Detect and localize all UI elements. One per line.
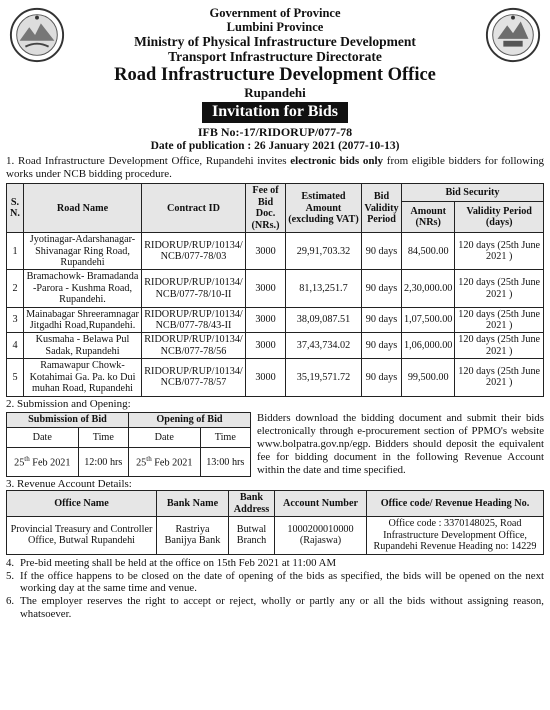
submission-of-bid-header: Submission of Bid xyxy=(7,412,129,428)
directorate-name: Transport Infrastructure Directorate xyxy=(168,49,382,65)
download-notice: Bidders download the bidding document and submit their bids electronically through e-procurement section of PPMO's website www.bolpatra.gov.np/egp. Bidders should deposit the equivalent fee for bidding document in the following Revenue Account within the date and time specified. xyxy=(257,411,544,477)
cell-sn: 4 xyxy=(7,333,24,359)
invitation-banner: Invitation for Bids xyxy=(202,102,348,123)
cell-sec-validity: 120 days (25th June 2021 ) xyxy=(455,333,544,359)
submission-heading: 2. Submission and Opening: xyxy=(6,397,131,410)
list-item xyxy=(6,570,544,596)
cell-contract: RIDORUP/RUP/10134/ NCB/077-78/57 xyxy=(142,359,246,396)
cell-office-code: Office code : 3370148025, Road Infrastructure Development Office, Rupandehi Revenue Heading no: 14229 xyxy=(367,517,544,554)
col-amount: Estimated Amount (excluding VAT) xyxy=(286,184,362,233)
province-emblem-icon xyxy=(484,6,542,64)
cell-sec-amount: 1,06,000.00 xyxy=(402,333,455,359)
cell-contract: RIDORUP/RUP/10134/ NCB/077-78/43-II xyxy=(142,307,246,333)
cell-sec-amount: 1,07,500.00 xyxy=(402,307,455,333)
cell-sec-validity: 120 days (25th June 2021 ) xyxy=(455,270,544,307)
sub-time-label: Time xyxy=(78,428,128,448)
col-validity: Bid Validity Period xyxy=(362,184,402,233)
cell-validity: 90 days xyxy=(362,270,402,307)
cell-road: Mainabagar Shreeramnagar Jitgadhi Road,Rupandehi. xyxy=(24,307,142,333)
cell-sec-amount: 84,500.00 xyxy=(402,233,455,270)
cell-bank-address: Butwal Branch xyxy=(229,517,275,554)
cell-sn: 3 xyxy=(7,307,24,333)
cell-fee: 3000 xyxy=(246,307,286,333)
open-date-sup: th xyxy=(146,455,152,464)
cell-amount: 81,13,251.7 xyxy=(286,270,362,307)
table-row xyxy=(7,270,544,307)
col-contract: Contract ID xyxy=(142,184,246,233)
table-row xyxy=(7,233,544,270)
cell-road: Kusmaha - Belawa Pul Sadak, Rupandehi xyxy=(24,333,142,359)
opening-of-bid-header: Opening of Bid xyxy=(128,412,250,428)
cell-amount: 29,91,703.32 xyxy=(286,233,362,270)
footer-notes xyxy=(6,557,544,622)
col-sn: S. N. xyxy=(7,184,24,233)
submission-date xyxy=(7,448,79,477)
sub-date-rest: Feb 2021 xyxy=(29,457,71,469)
cell-road: Bramachowk- Bramadanda -Parora - Kushma Road, Rupandehi. xyxy=(24,270,142,307)
intro-text-bold: electronic bids only xyxy=(290,155,384,168)
revenue-table xyxy=(6,490,544,554)
col-sec-amount: Amount (NRs) xyxy=(402,201,455,232)
col-bank-address: Bank Address xyxy=(229,491,275,517)
cell-sec-validity: 120 days (25th June 2021 ) xyxy=(455,233,544,270)
cell-fee: 3000 xyxy=(246,233,286,270)
cell-fee: 3000 xyxy=(246,359,286,396)
submission-time: 12:00 hrs xyxy=(78,448,128,477)
ministry-name: Ministry of Physical Infrastructure Development xyxy=(134,34,416,49)
intro-number: 1. xyxy=(6,155,15,168)
opening-time: 13:00 hrs xyxy=(200,448,250,477)
table-row xyxy=(7,359,544,396)
office-name: Road Infrastructure Development Office xyxy=(114,65,436,86)
district-name: Rupandehi xyxy=(244,84,306,100)
cell-amount: 38,09,087.51 xyxy=(286,307,362,333)
open-date-label: Date xyxy=(128,428,200,448)
intro-text-a: Road Infrastructure Development Office, Rupandehi invites xyxy=(18,155,291,168)
cell-sn: 2 xyxy=(7,270,24,307)
col-account-number: Account Number xyxy=(275,491,367,517)
col-office-code: Office code/ Revenue Heading No. xyxy=(367,491,544,517)
col-sec-validity: Validity Period (days) xyxy=(455,201,544,232)
sub-date-sup: th xyxy=(24,455,30,464)
sub-date-label: Date xyxy=(7,428,79,448)
nepal-emblem-icon xyxy=(8,6,66,64)
footer-text: Pre-bid meeting shall be held at the office on 15th Feb 2021 at 11:00 AM xyxy=(20,556,337,569)
cell-sn: 1 xyxy=(7,233,24,270)
government-name: Government of Province xyxy=(209,6,341,20)
cell-validity: 90 days xyxy=(362,307,402,333)
cell-sec-validity: 120 days (25th June 2021 ) xyxy=(455,307,544,333)
cell-validity: 90 days xyxy=(362,233,402,270)
submission-section xyxy=(6,412,544,478)
cell-road: Jyotinagar-Adarshanagar-Shivanagar Ring Road, Rupandehi xyxy=(24,233,142,270)
col-bank-name: Bank Name xyxy=(157,491,229,517)
footer-num: 5. xyxy=(6,569,15,582)
open-date-rest: Feb 2021 xyxy=(151,457,193,469)
open-time-label: Time xyxy=(200,428,250,448)
intro-paragraph xyxy=(6,155,544,181)
footer-num: 4. xyxy=(6,556,15,569)
col-office-name: Office Name xyxy=(7,491,157,517)
cell-contract: RIDORUP/RUP/10134/ NCB/077-78/10-II xyxy=(142,270,246,307)
works-table xyxy=(6,183,544,396)
footer-text: The employer reserves the right to accept or reject, wholly or partly any or all the bids without assigning reason, whatsoever. xyxy=(20,595,544,621)
footer-num: 6. xyxy=(6,595,15,608)
notice-header xyxy=(6,6,544,100)
cell-road: Ramawapur Chowk-Kotahimai Ga. Pa. ko Dui muhan Road, Rupandehi xyxy=(24,359,142,396)
ifb-number: IFB No:-17/RIDORUP/077-78 xyxy=(197,125,353,140)
table-row xyxy=(7,333,544,359)
cell-account-number: 1000200010000 (Rajaswa) xyxy=(275,517,367,554)
col-fee: Fee of Bid Doc. (NRs.) xyxy=(246,184,286,233)
table-row xyxy=(7,517,544,554)
banner-wrap xyxy=(6,102,544,123)
table-row xyxy=(7,307,544,333)
cell-sn: 5 xyxy=(7,359,24,396)
sub-date-day: 25 xyxy=(14,457,25,469)
list-item xyxy=(6,557,544,570)
cell-sec-validity: 120 days (25th June 2021 ) xyxy=(455,359,544,396)
submission-table xyxy=(6,412,251,478)
footer-text: If the office happens to be closed on the date of opening of the bids as specified, the bids will be opened on the next working day at the same time and venue. xyxy=(20,569,544,595)
list-item xyxy=(6,595,544,621)
cell-contract: RIDORUP/RUP/10134/ NCB/077-78/56 xyxy=(142,333,246,359)
cell-amount: 35,19,571.72 xyxy=(286,359,362,396)
cell-bank-name: Rastriya Banijya Bank xyxy=(157,517,229,554)
cell-validity: 90 days xyxy=(362,333,402,359)
cell-office-name: Provincial Treasury and Controller Office, Butwal Rupandehi xyxy=(7,517,157,554)
col-security: Bid Security xyxy=(402,184,544,201)
publication-date: Date of publication : 26 January 2021 (2077-10-13) xyxy=(150,140,400,153)
open-date-day: 25 xyxy=(136,457,147,469)
intro-text-b: from eligible bidders for following works under NCB bidding procedure. xyxy=(6,155,544,181)
cell-fee: 3000 xyxy=(246,333,286,359)
province-name: Lumbini Province xyxy=(226,20,324,34)
cell-fee: 3000 xyxy=(246,270,286,307)
revenue-heading: 3. Revenue Account Details: xyxy=(6,478,132,491)
cell-sec-amount: 99,500.00 xyxy=(402,359,455,396)
cell-sec-amount: 2,30,000.00 xyxy=(402,270,455,307)
opening-date xyxy=(128,448,200,477)
cell-validity: 90 days xyxy=(362,359,402,396)
cell-contract: RIDORUP/RUP/10134/ NCB/077-78/03 xyxy=(142,233,246,270)
col-road: Road Name xyxy=(24,184,142,233)
cell-amount: 37,43,734.02 xyxy=(286,333,362,359)
